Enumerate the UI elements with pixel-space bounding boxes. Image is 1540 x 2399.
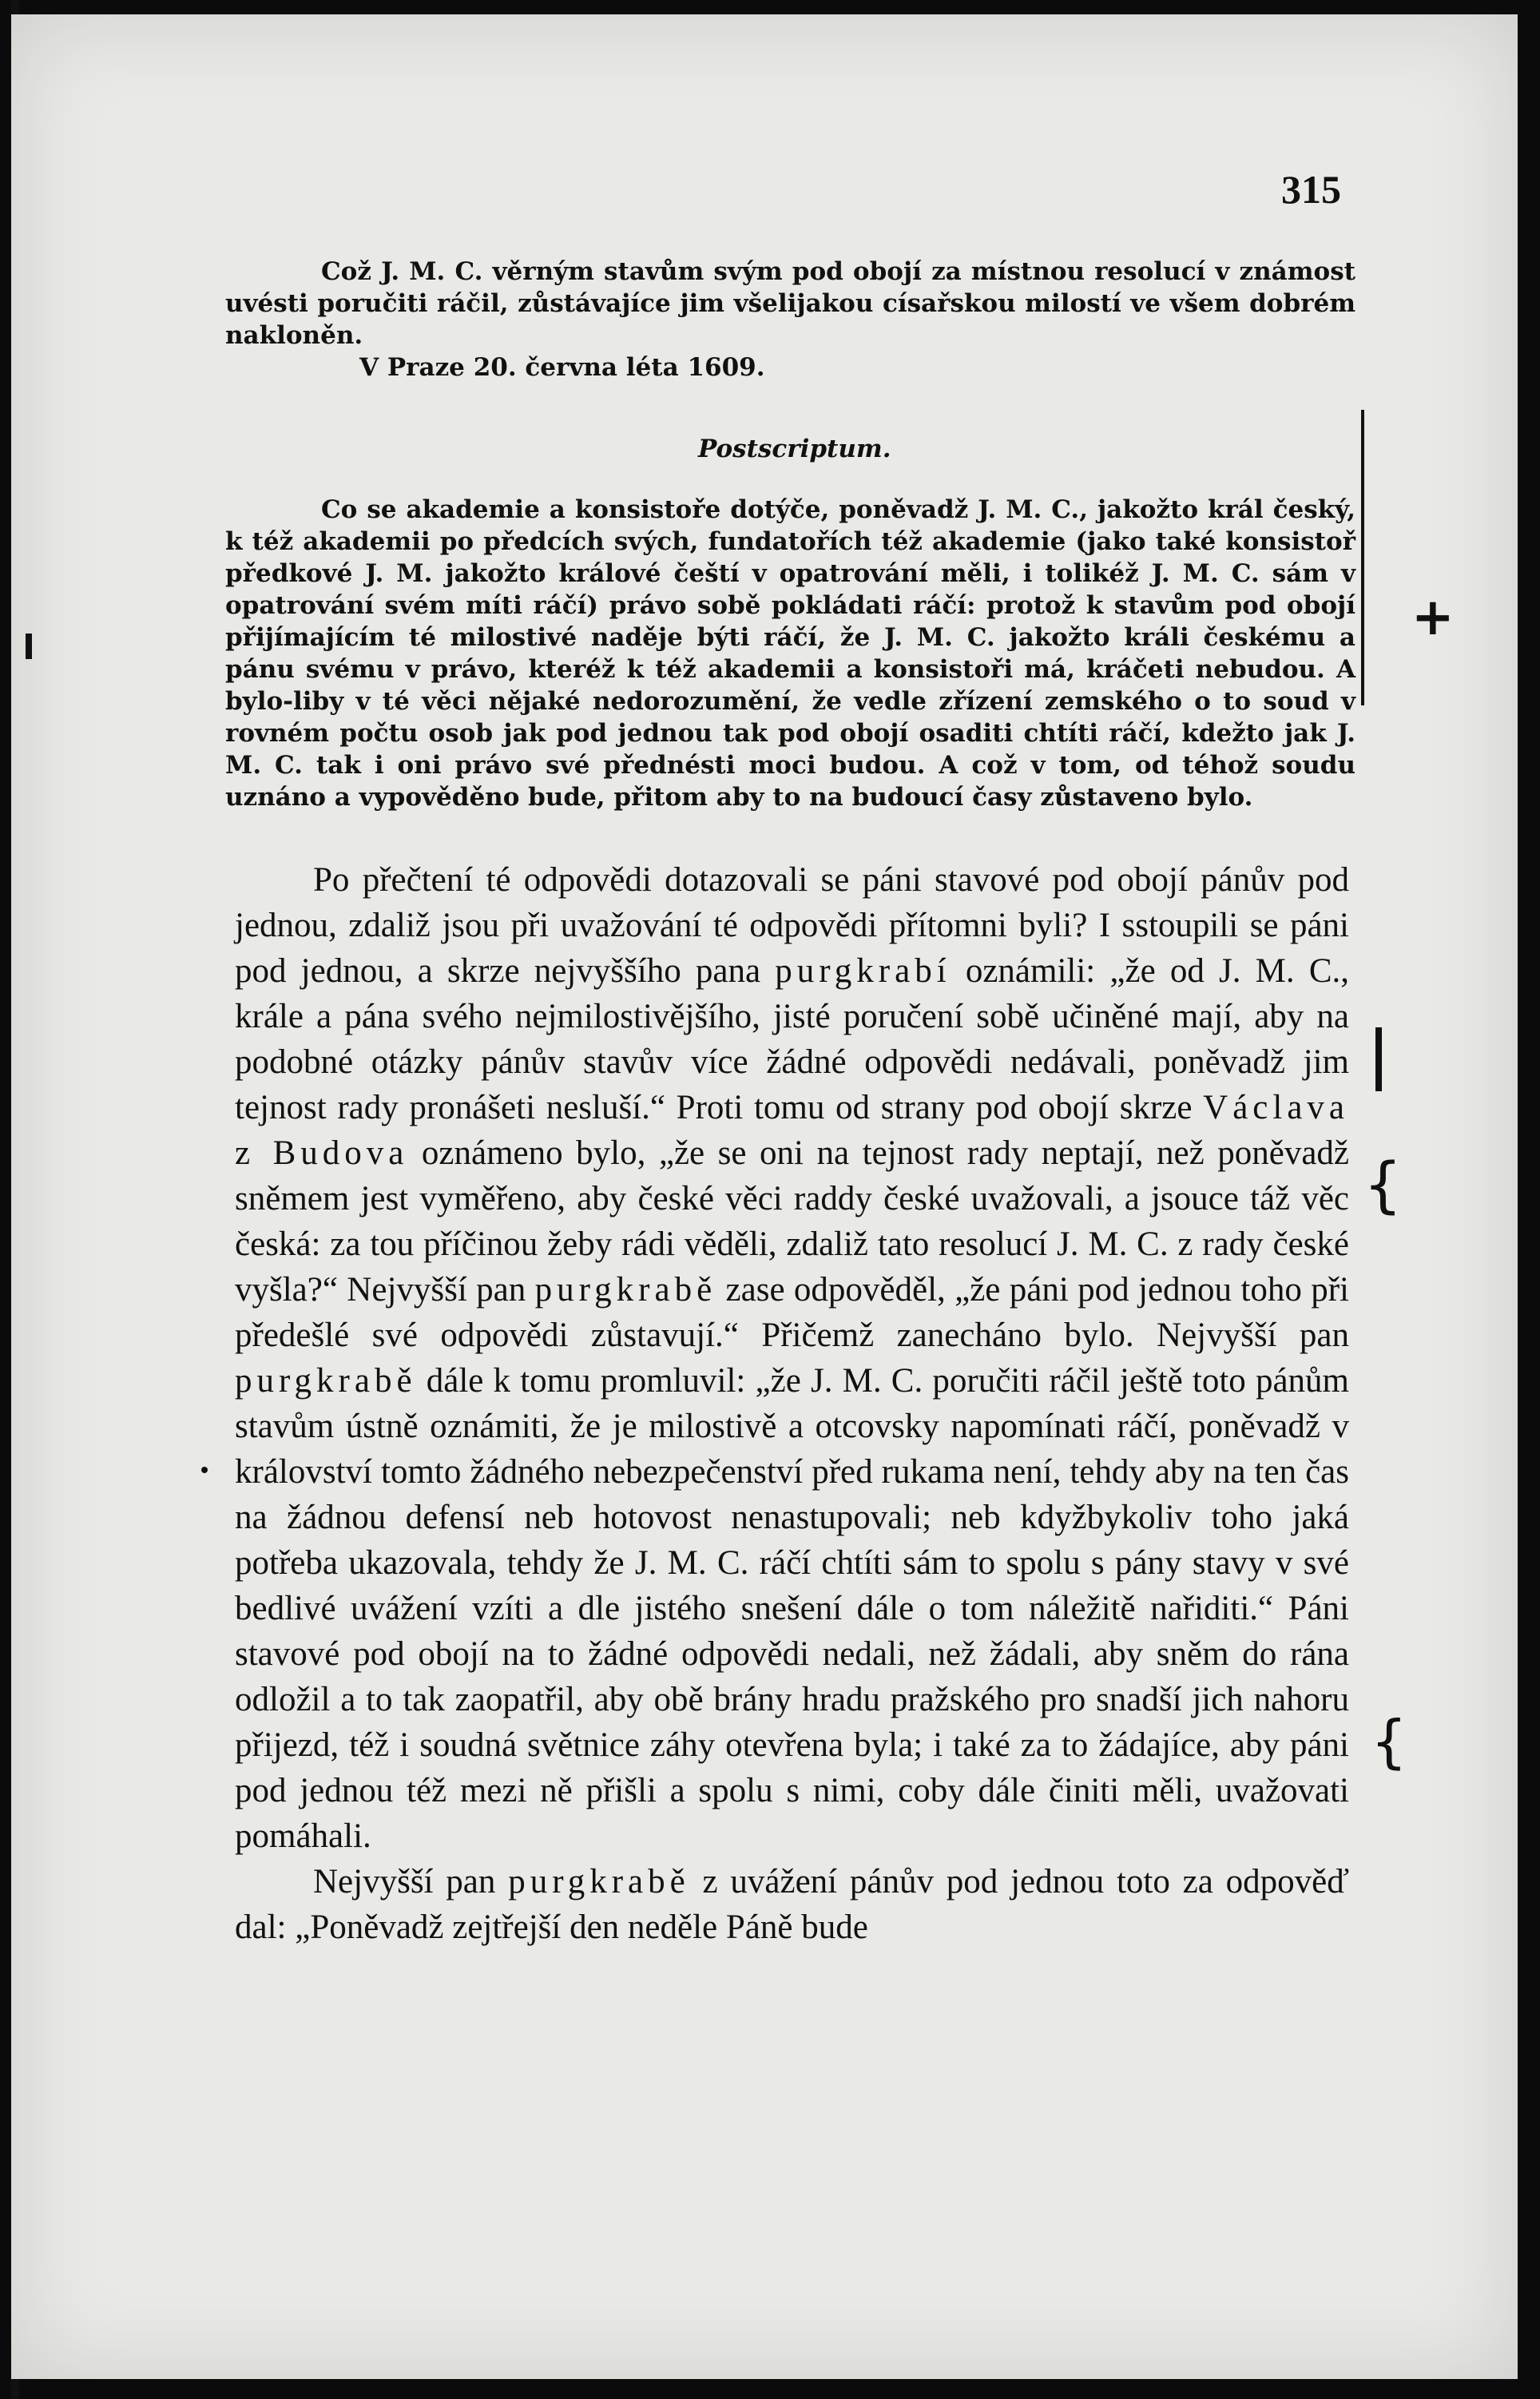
main-text	[235, 857, 1349, 1950]
margin-line	[1361, 410, 1364, 705]
title-purgkrabe: purgkrabě	[508, 1863, 690, 1901]
page-number: 315	[1281, 167, 1341, 212]
text-span: dále k tomu promluvil: „že J. M. C. poručiti ráčil ještě toto pánům stavům ústně oznámiti, že je milostivě a otcovsky napomínati ráčí, poněvadž v království tomto žádného nebezpečenství před rukama není, tehdy aby na ten čas na žádnou defensí neb hotovost nenastupovali; neb kdyžbykoliv toho jaká potřeba ukazovala, tehdy že J. M. C. ráčí chtíti sám to spolu s pány stavy v své bedlivé uvážení vzíti a dle jistého snešení dále o tom náležitě nařiditi.“ Páni stavové pod obojí na to žádné odpovědi nedali, než žádali, aby sněm do rána odložil a to tak zaopatřil, aby obě brány hradu pražského pro snadší jich nahoru přijezd, též i soudná světnice záhy otevřena byla; i také za to žádajíce, aby páni pod jednou též mezi ně přišli a spolu s nimi, coby dále činiti měli, uvažovati pomáhali.	[235, 1362, 1349, 1855]
margin-bar-mark	[1375, 1027, 1382, 1091]
title-purgkrabe: purgkrabě	[235, 1362, 417, 1400]
postscript-title: Postscriptum.	[698, 435, 891, 463]
text-span: Po přečtení té odpovědi dotazovali se páni stavové pod obojí pánův pod jednou, zdaliž jsou při uvažování té odpovědi přítomni byli? I sstoupili se páni pod jednou, a skrze nejvyššího pana	[235, 861, 1349, 990]
letter-paragraph: Což J. M. C. věrným stavům svým pod obojí za místnou resolucí v známost uvésti poručiti ráčil, zůstávajíce jim všelijakou císařskou milostí ve všem dobrém nakloněn.	[225, 257, 1355, 350]
letter-date: V Praze 20. června léta 1609.	[359, 353, 765, 382]
postscript-text	[225, 494, 1355, 813]
title-purgkrabi: purgkrabí	[775, 952, 951, 990]
text-span: z uvážení pánův pod jednou toto za odpověď dal: „Poněvadž zejtřejší den neděle Páně bude	[235, 1863, 1349, 1946]
text-span: Nejvyšší pan	[313, 1863, 509, 1901]
title-purgkrabe: purgkrabě	[534, 1271, 717, 1309]
scan-dot-mark	[201, 1467, 208, 1473]
text-span: oznámili: „že od J. M. C., krále a pána svého nejmilostivějšího, jisté poručení sobě učiněné mají, aby na podobné otázky pánův stavův více žádné odpovědi nedávali, poněvadž jim tejnost rady pronášeti nesluší.“ Proti tomu od strany pod obojí skrze	[235, 952, 1349, 1126]
margin-brace-mark: {	[1371, 1708, 1407, 1775]
text-span: oznámeno bylo, „že se oni na tejnost rady neptají, než poněvadž sněmem jest vyměřeno, aby české věci raddy české uvažovali, a jsouce táž věc česká: za tou příčinou žeby rádi věděli, zdaliž tato resolucí J. M. C. z rady české vyšla?“ Nejvyšší pan	[235, 1134, 1349, 1309]
margin-brace-mark: {	[1363, 1149, 1403, 1220]
name-vaclav-z-budova: Václava z Budova	[235, 1089, 1349, 1172]
text-span: zase odpověděl, „že páni pod jednou toho při předešlé své odpovědi zůstavují.“ Přičemž zanecháno bylo. Nejvyšší pan	[235, 1271, 1349, 1354]
narrative-paragraph-1	[235, 857, 1349, 1859]
letter-closing	[225, 256, 1355, 383]
narrative-paragraph-2	[235, 1859, 1349, 1950]
scan-margin-mark	[26, 634, 32, 659]
postscript-paragraph: Co se akademie a konsistoře dotýče, poněvadž J. M. C., jakožto král český, k též akademii po předcích svých, fundatořích též akademie (jako také konsistoř předkové J. M. jakožto králové čeští v opatrování měli, i tolikéž J. M. C. sám v opatrování svém míti ráčí) právo sobě pokládati ráčí: protož k stavům pod obojí přijímajícím té milostivé naděje býti ráčí, že J. M. C. jakožto králi českému a pánu svému v právo, kteréž k též akademii a konsistoři má, kráčeti nebudou. A bylo-liby v té věci nějaké nedorozumění, že vedle zřízení zemského o to soud v rovném počtu osob jak pod jednou tak pod obojí osaditi chtíti ráčí, kdežto jak J. M. C. tak i oni právo své přednésti moci budou. A což v tom, od téhož soudu uznáno a vypověděno bude, přitom aby to na budoucí časy zůstaveno bylo.	[225, 495, 1355, 812]
scanned-book-page	[11, 14, 1518, 2379]
margin-plus-mark: +	[1411, 588, 1455, 647]
